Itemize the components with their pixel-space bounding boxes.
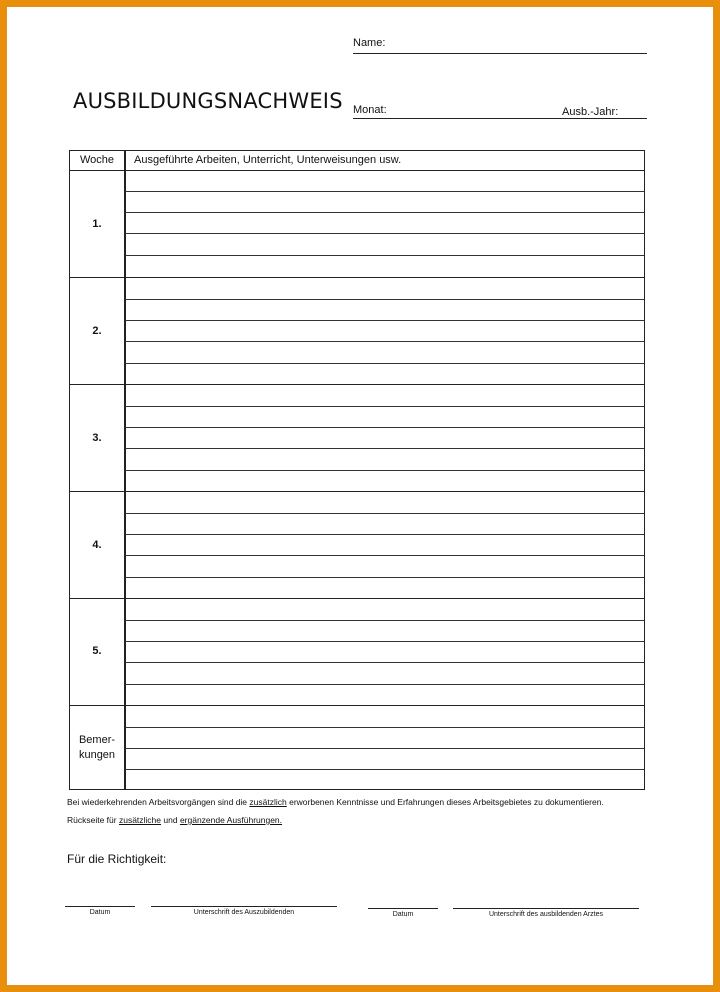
entry-line[interactable] <box>125 233 644 234</box>
date-field-2[interactable] <box>368 908 438 909</box>
note-prefix: Bei wiederkehrenden Arbeitsvorgängen sind die <box>67 797 250 807</box>
date-field-1[interactable] <box>65 906 135 907</box>
remarks-label-1: Bemer- <box>78 734 116 746</box>
entry-line[interactable] <box>125 320 644 321</box>
entry-line[interactable] <box>125 748 644 749</box>
entry-line[interactable] <box>125 341 644 342</box>
entry-line[interactable] <box>125 406 644 407</box>
back-underlined-2: ergänzende Ausführungen. <box>179 815 283 825</box>
week-block <box>70 599 644 706</box>
entry-line[interactable] <box>125 299 644 300</box>
entry-line[interactable] <box>125 727 644 728</box>
trainer-signature-field[interactable] <box>453 908 639 909</box>
trainee-signature-field[interactable] <box>151 906 337 907</box>
entry-line[interactable] <box>125 769 644 770</box>
entry-line[interactable] <box>125 641 644 642</box>
remarks-label-2: kungen <box>78 749 116 761</box>
date-caption-2: Datum <box>392 911 414 918</box>
entry-line[interactable] <box>125 534 644 535</box>
entry-line[interactable] <box>125 427 644 428</box>
table-header <box>70 151 644 171</box>
page-title: AUSBILDUNGSNACHWEIS <box>73 89 343 113</box>
month-year-field[interactable] <box>353 118 647 119</box>
back-mid: und <box>161 815 180 825</box>
back-underlined-1: zusätzliche <box>118 815 162 825</box>
entry-line[interactable] <box>125 513 644 514</box>
week-number: 5. <box>92 645 102 657</box>
trainer-signature-caption: Unterschrift des ausbildenden Arztes <box>488 911 603 918</box>
entry-line[interactable] <box>125 684 644 685</box>
week-number: 3. <box>92 432 102 444</box>
entry-line[interactable] <box>125 577 644 578</box>
note-underlined: zusätzlich <box>249 797 287 807</box>
entry-line[interactable] <box>125 363 644 364</box>
name-label: Name: <box>353 37 386 49</box>
instruction-note <box>67 797 604 807</box>
year-label: Ausb.-Jahr: <box>562 106 619 118</box>
entry-line[interactable] <box>125 191 644 192</box>
back-prefix: Rückseite für <box>67 815 119 825</box>
entry-line[interactable] <box>125 662 644 663</box>
entry-line[interactable] <box>125 620 644 621</box>
form-page <box>7 7 713 985</box>
entry-line[interactable] <box>125 212 644 213</box>
correctness-label: Für die Richtigkeit: <box>67 852 167 866</box>
entry-line[interactable] <box>125 555 644 556</box>
report-table <box>69 150 645 790</box>
header-week: Woche <box>79 154 115 166</box>
month-label: Monat: <box>353 104 387 116</box>
week-block <box>70 492 644 599</box>
week-block <box>70 385 644 492</box>
date-caption-1: Datum <box>89 909 111 916</box>
entry-line[interactable] <box>125 470 644 471</box>
remarks-block <box>70 706 644 788</box>
back-note <box>67 815 282 825</box>
header-description: Ausgeführte Arbeiten, Unterricht, Unterweisungen usw. <box>134 154 402 166</box>
week-block <box>70 278 644 385</box>
week-block <box>70 171 644 278</box>
name-field[interactable] <box>353 53 647 54</box>
note-suffix: erworbenen Kenntnisse und Erfahrungen dieses Arbeitsgebietes zu dokumentieren. <box>286 797 604 807</box>
week-number: 1. <box>92 218 102 230</box>
entry-line[interactable] <box>125 255 644 256</box>
trainee-signature-caption: Unterschrift des Auszubildenden <box>193 909 295 916</box>
week-number: 4. <box>92 539 102 551</box>
entry-line[interactable] <box>125 448 644 449</box>
week-number: 2. <box>92 325 102 337</box>
